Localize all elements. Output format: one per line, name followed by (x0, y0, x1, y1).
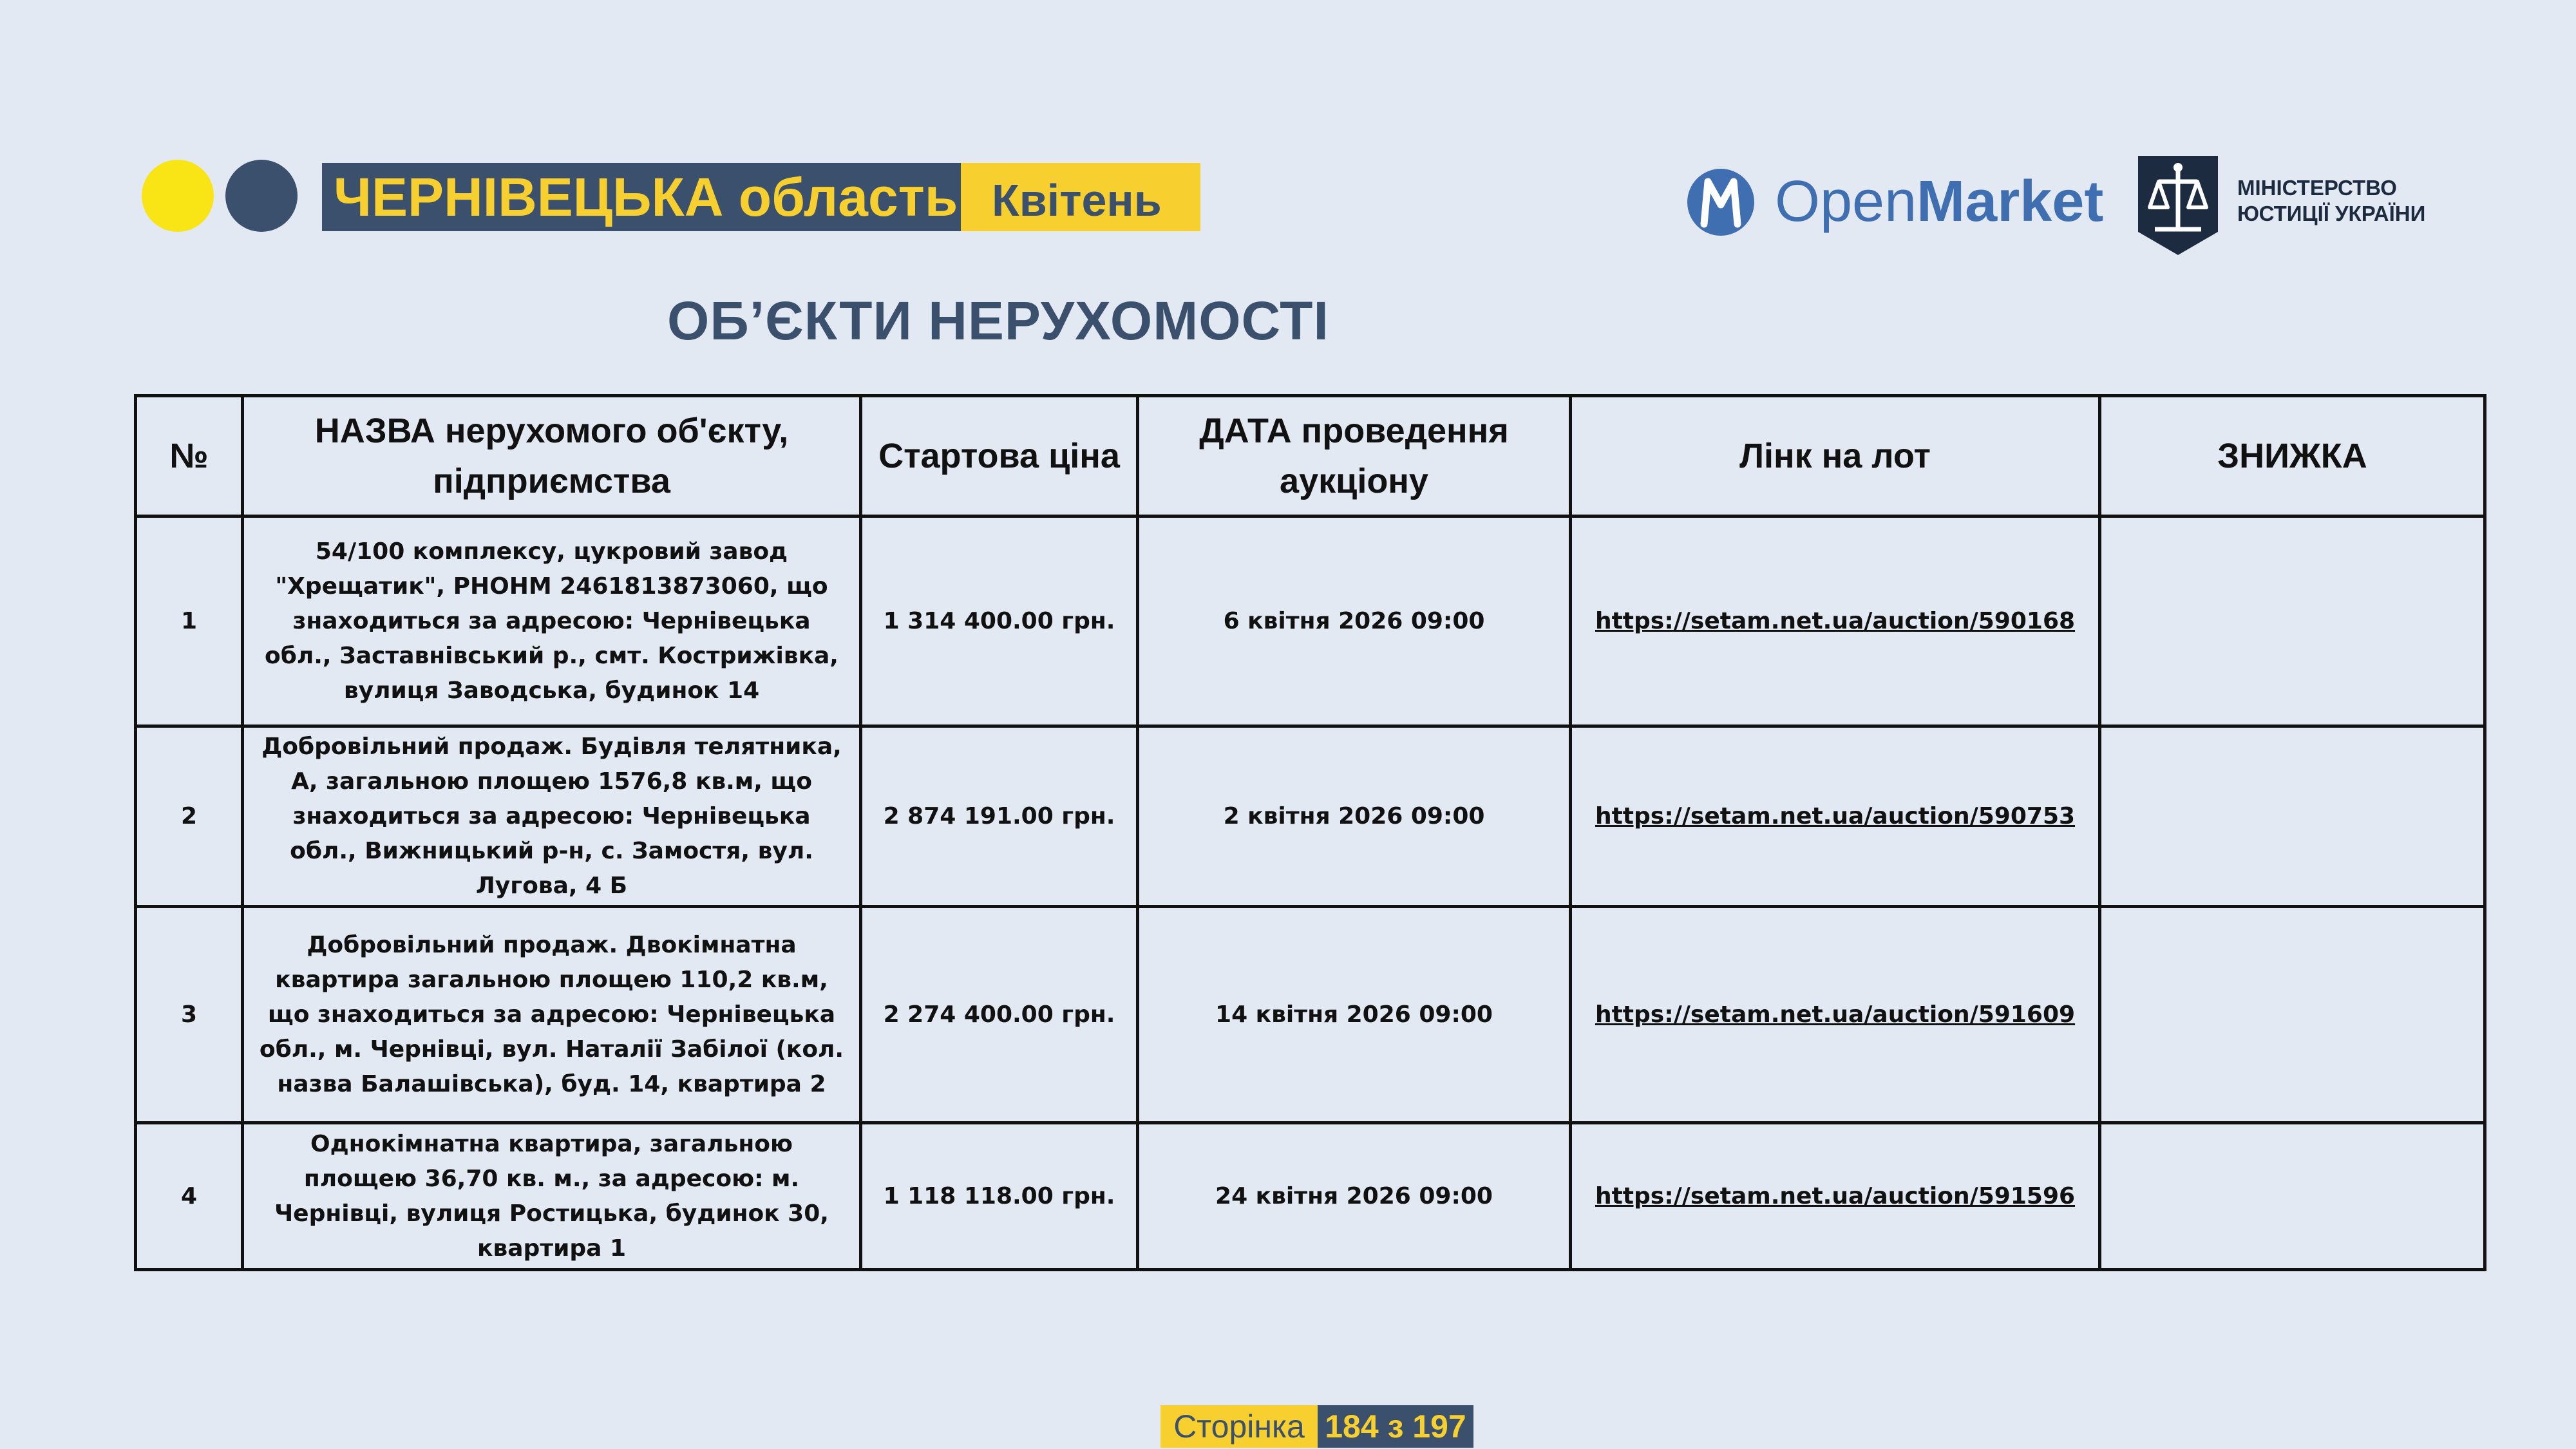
header-discount: ЗНИЖКА (2100, 396, 2485, 516)
real-estate-table (134, 394, 2486, 1271)
cell-price: 2 274 400.00 грн. (861, 907, 1138, 1123)
lot-link[interactable]: https://setam.net.ua/auction/591609 (1595, 1001, 2076, 1028)
cell-discount (2100, 726, 2485, 907)
table-row (136, 1123, 2485, 1270)
header-date: ДАТА проведення аукціону (1138, 396, 1571, 516)
table-row (136, 726, 2485, 907)
section-title: ОБ’ЄКТИ НЕРУХОМОСТІ (667, 290, 1329, 351)
cell-discount (2100, 907, 2485, 1123)
cell-discount (2100, 1123, 2485, 1270)
cell-link (1571, 516, 2100, 726)
cell-num: 1 (136, 516, 243, 726)
cell-date: 6 квітня 2026 09:00 (1138, 516, 1571, 726)
ministry-shield-icon (2136, 153, 2221, 258)
openmarket-brand (1775, 166, 2103, 237)
yellow-dot (142, 160, 214, 232)
brand-open: Open (1775, 169, 1917, 234)
brand-market: Market (1917, 169, 2104, 234)
ministry-line-1: МІНІСТЕРСТВО (2237, 176, 2397, 200)
cell-num: 3 (136, 907, 243, 1123)
lot-link[interactable]: https://setam.net.ua/auction/590168 (1595, 607, 2076, 634)
cell-price: 1 314 400.00 грн. (861, 516, 1138, 726)
table-row (136, 907, 2485, 1123)
page-number: 184 з 197 (1318, 1405, 1473, 1448)
cell-date: 14 квітня 2026 09:00 (1138, 907, 1571, 1123)
header-link: Лінк на лот (1571, 396, 2100, 516)
cell-name: Добровільний продаж. Будівля телятника, А, загальною площею 1576,8 кв.м, що знаходиться за адресою: Чернівецька обл., Вижницький р-н, с. Замостя, вул. Лугова, 4 Б (243, 726, 861, 907)
cell-name: 54/100 комплексу, цукровий завод "Хрещатик", РНОНМ 2461813873060, що знаходиться за адресою: Чернівецька обл., Заставнівський р., смт. Кострижівка, вулиця Заводська, будинок 14 (243, 516, 861, 726)
cell-price: 2 874 191.00 грн. (861, 726, 1138, 907)
cell-date: 2 квітня 2026 09:00 (1138, 726, 1571, 907)
table-row (136, 516, 2485, 726)
page-label: Сторінка (1160, 1405, 1318, 1448)
table-header-row (136, 396, 2485, 516)
ministry-name (2237, 175, 2425, 227)
cell-num: 2 (136, 726, 243, 907)
cell-link (1571, 907, 2100, 1123)
header-num: № (136, 396, 243, 516)
cell-name: Однокімнатна квартира, загальною площею 36,70 кв. м., за адресою: м. Чернівці, вулиця Ростицька, будинок 30, квартира 1 (243, 1123, 861, 1270)
month-label: Квітень (961, 163, 1200, 231)
openmarket-logo-icon (1686, 165, 1756, 237)
cell-price: 1 118 118.00 грн. (861, 1123, 1138, 1270)
lot-link[interactable]: https://setam.net.ua/auction/591596 (1595, 1182, 2076, 1209)
ministry-line-2: ЮСТИЦІЇ УКРАЇНИ (2237, 202, 2426, 225)
header-price: Стартова ціна (861, 396, 1138, 516)
cell-link (1571, 1123, 2100, 1270)
cell-date: 24 квітня 2026 09:00 (1138, 1123, 1571, 1270)
region-title: ЧЕРНІВЕЦЬКА область (322, 163, 961, 231)
cell-discount (2100, 516, 2485, 726)
navy-dot (225, 160, 298, 232)
header-name: НАЗВА нерухомого об'єкту, підприємства (243, 396, 861, 516)
cell-num: 4 (136, 1123, 243, 1270)
lot-link[interactable]: https://setam.net.ua/auction/590753 (1595, 802, 2076, 829)
cell-link (1571, 726, 2100, 907)
cell-name: Добровільний продаж. Двокімнатна квартира загальною площею 110,2 кв.м, що знаходиться за адресою: Чернівецька обл., м. Чернівці, вул. Наталії Забілої (кол. назва Балашівська), буд. 14, квартира 2 (243, 907, 861, 1123)
